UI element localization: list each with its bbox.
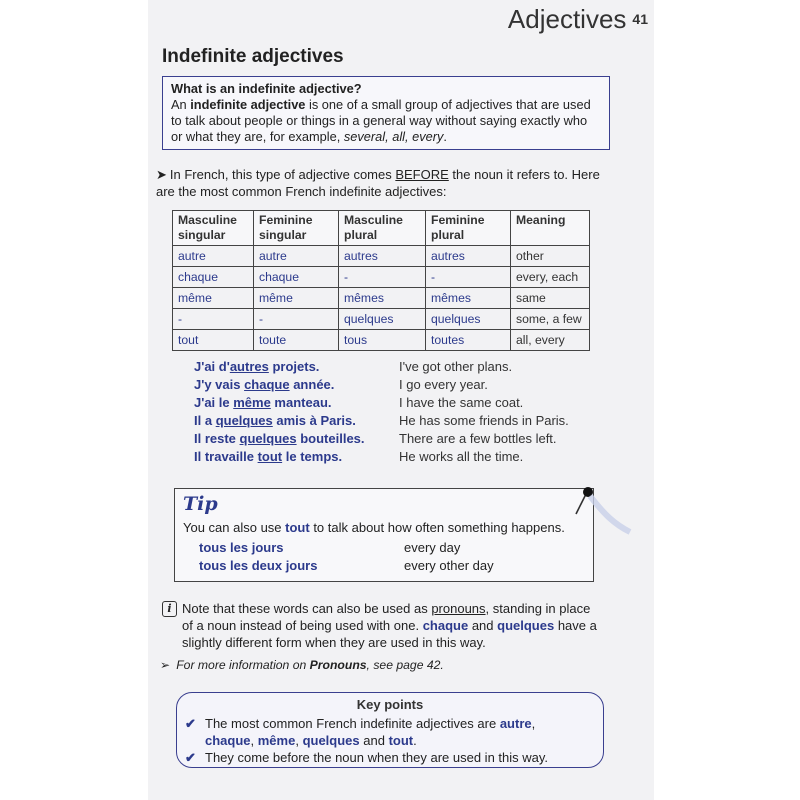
table-cell: all, every — [511, 330, 590, 351]
rule-bullet: ➤ In French, this type of adjective comes BEFORE the noun it refers to. Here are the most common French indefinite adjectives: — [156, 167, 600, 199]
tip-french: tous les deux jours — [199, 558, 318, 573]
table-cell: autre — [173, 246, 254, 267]
key-points-title: Key points — [356, 697, 424, 712]
table-row — [173, 309, 590, 330]
table-row — [173, 330, 590, 351]
table-body — [173, 246, 590, 351]
table-cell: autre — [254, 246, 339, 267]
table-cell: every, each — [511, 267, 590, 288]
table-cell: chaque — [173, 267, 254, 288]
table-cell: autres — [426, 246, 511, 267]
key-word: quelques — [302, 733, 360, 748]
pointing-arrow-icon: ➢ — [160, 658, 171, 672]
tip-french: tous les jours — [199, 540, 284, 555]
table-cell: quelques — [426, 309, 511, 330]
tip-row — [199, 540, 494, 558]
page-number: 41 — [632, 11, 648, 27]
example-row — [194, 413, 569, 431]
table-header-cell: Meaning — [511, 211, 590, 246]
table-header-row — [173, 211, 590, 246]
emphasis-before: BEFORE — [395, 167, 449, 182]
pronouns-link[interactable]: pronouns — [431, 601, 486, 616]
example-french: J'ai d'autres projets. — [194, 359, 320, 374]
example-row — [194, 377, 569, 395]
table-header-cell: Feminine singular — [254, 211, 339, 246]
table-cell: autres — [339, 246, 426, 267]
check-icon: ✔ — [185, 750, 196, 765]
tip-row — [199, 558, 494, 576]
example-french: J'ai le même manteau. — [194, 395, 332, 410]
chapter-header — [508, 4, 648, 35]
definition-term: indefinite adjective — [190, 97, 306, 112]
key-word: chaque — [205, 733, 251, 748]
key-word: autre — [499, 716, 532, 731]
table-cell: mêmes — [339, 288, 426, 309]
check-icon: ✔ — [185, 716, 196, 731]
pushpin-icon — [574, 484, 634, 554]
table-cell: mêmes — [426, 288, 511, 309]
table-header-cell: Feminine plural — [426, 211, 511, 246]
table-row — [173, 288, 590, 309]
example-english: I have the same coat. — [399, 395, 524, 410]
definition-box — [162, 76, 610, 150]
table-header-cell: Masculine plural — [339, 211, 426, 246]
example-french: Il travaille tout le temps. — [194, 449, 343, 464]
table-cell: chaque — [254, 267, 339, 288]
example-french: J'y vais chaque année. — [194, 377, 335, 392]
table-cell: - — [173, 309, 254, 330]
tip-box — [174, 488, 594, 582]
table-row — [173, 267, 590, 288]
example-english: He has some friends in Paris. — [399, 413, 569, 428]
note-paragraph: i Note that these words can also be used as pronouns, standing in place of a noun instead of being used with one. chaque and quelques have a slightly different form when they are used in this way. — [162, 600, 602, 651]
table-header-cell: Masculine singular — [173, 211, 254, 246]
example-sentences — [194, 359, 569, 467]
tip-english: every other day — [404, 558, 494, 573]
key-points-box — [176, 692, 604, 768]
example-row — [194, 449, 569, 467]
table-cell: même — [173, 288, 254, 309]
example-english: I go every year. — [399, 377, 488, 392]
example-row — [194, 431, 569, 449]
table-cell: toute — [254, 330, 339, 351]
cross-reference: ➢ For more information on Pronouns, see page 42. — [160, 658, 444, 672]
table-cell: some, a few — [511, 309, 590, 330]
tip-title: Tip — [183, 493, 218, 515]
table-cell: - — [426, 267, 511, 288]
book-page — [148, 0, 654, 800]
example-french: Il a quelques amis à Paris. — [194, 413, 356, 428]
key-point-2: ✔ They come before the noun when they are used in this way. — [185, 750, 549, 765]
example-english: There are a few bottles left. — [399, 431, 557, 446]
key-word: tout — [388, 733, 414, 748]
table-cell: même — [254, 288, 339, 309]
example-english: He works all the time. — [399, 449, 524, 464]
tip-english: every day — [404, 540, 461, 555]
key-point-1: ✔ The most common French indefinite adjectives are autre, chaque, même, quelques and tout. — [185, 716, 536, 748]
table-cell: tous — [339, 330, 426, 351]
cross-reference-topic: Pronouns — [309, 658, 367, 672]
chapter-title: Adjectives — [507, 4, 627, 34]
definition-question: What is an indefinite adjective? — [171, 81, 362, 96]
example-row — [194, 395, 569, 413]
table-cell: same — [511, 288, 590, 309]
table-row — [173, 246, 590, 267]
table-cell: tout — [173, 330, 254, 351]
info-icon: i — [162, 601, 177, 617]
table-cell: toutes — [426, 330, 511, 351]
example-french: Il reste quelques bouteilles. — [194, 431, 365, 446]
tip-examples — [199, 540, 494, 576]
table-cell: - — [254, 309, 339, 330]
bullet-arrow-icon: ➤ — [156, 167, 167, 182]
table-cell: - — [339, 267, 426, 288]
table-cell: other — [511, 246, 590, 267]
table-cell: quelques — [339, 309, 426, 330]
section-title: Indefinite adjectives — [162, 46, 344, 67]
example-row — [194, 359, 569, 377]
example-english: I've got other plans. — [399, 359, 513, 374]
definition-text: An indefinite adjective is one of a small group of adjectives that are used to talk about people or things in a general way without saying exactly who or what they are, for example, several, all, every. — [171, 97, 591, 144]
definition-examples: several, all, every — [343, 129, 444, 144]
tip-text: You can also use tout to talk about how often something happens. — [183, 520, 565, 535]
adjectives-table — [172, 210, 590, 351]
key-word: même — [257, 733, 296, 748]
